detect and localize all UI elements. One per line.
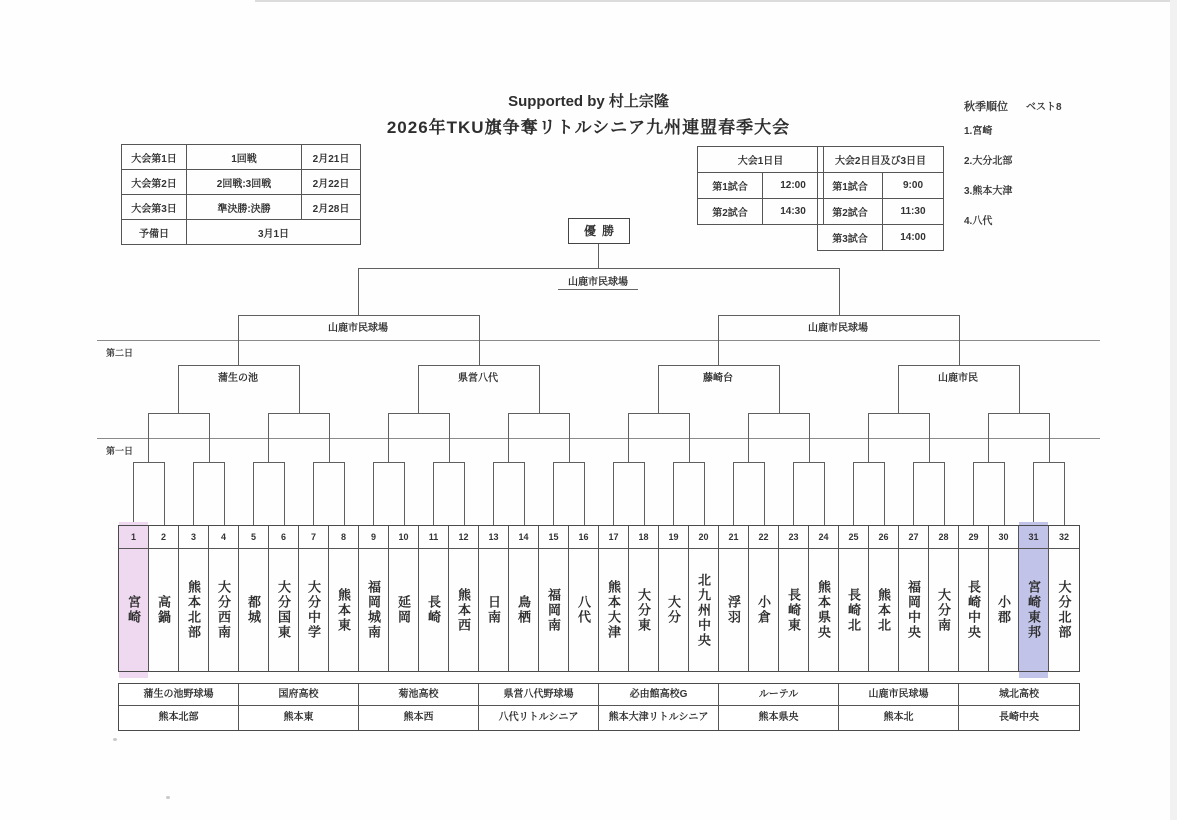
- venue-ground-cell: 国府高校: [239, 684, 359, 706]
- schedule-date-cell: 2月21日: [302, 145, 361, 170]
- venue-ground-cell: 蒲生の池野球場: [119, 684, 239, 706]
- team-column: [569, 526, 599, 671]
- team-column: [479, 526, 509, 671]
- round1-connector: [613, 462, 645, 526]
- team-number: 4: [209, 526, 238, 549]
- round2-connector: [508, 413, 570, 463]
- team-number: 14: [509, 526, 538, 549]
- team-name: 高鍋: [156, 595, 171, 625]
- team-number: 7: [299, 526, 328, 549]
- team-number: 24: [809, 526, 838, 549]
- game-label-cell: 第3試合: [818, 225, 883, 251]
- team-column: [179, 526, 209, 671]
- venue-host-cell: 八代リトルシニア: [479, 706, 599, 730]
- team-column: [449, 526, 479, 671]
- team-column: [899, 526, 929, 671]
- round1-connector: [973, 462, 1005, 526]
- venue-ground-cell: 山鹿市民球場: [839, 684, 959, 706]
- round1-connector: [553, 462, 585, 526]
- reserve-date-cell: 3月1日: [187, 220, 361, 245]
- round1-connector: [253, 462, 285, 526]
- game-label-cell: 第1試合: [698, 173, 763, 199]
- round1-connector: [493, 462, 525, 526]
- team-column: [1049, 526, 1079, 671]
- team-name: 延岡: [396, 595, 411, 625]
- team-column: [779, 526, 809, 671]
- team-name: 都城: [246, 595, 261, 625]
- quarterfinal-venue-label: 県営八代: [458, 373, 498, 384]
- quarterfinal-venue-label: 山鹿市民: [938, 373, 978, 384]
- team-column: [599, 526, 629, 671]
- team-column: [389, 526, 419, 671]
- game-label-cell: 第2試合: [818, 199, 883, 225]
- champion-box: 優勝: [568, 218, 630, 244]
- team-number: 3: [179, 526, 208, 549]
- venue-ground-cell: 必由館高校G: [599, 684, 719, 706]
- team-number: 11: [419, 526, 448, 549]
- team-number: 2: [149, 526, 178, 549]
- team-name: 大分国東: [276, 580, 291, 640]
- team-number: 19: [659, 526, 688, 549]
- team-name: 八代: [576, 595, 591, 625]
- team-number: 6: [269, 526, 298, 549]
- team-name: 熊本北部: [186, 580, 201, 640]
- team-column: [869, 526, 899, 671]
- team-number: 8: [329, 526, 358, 549]
- page-title: 2026年TKU旗争奪リトルシニア九州連盟春季大会: [386, 118, 791, 137]
- venue-ground-cell: 県営八代野球場: [479, 684, 599, 706]
- game-time-cell: 9:00: [883, 173, 944, 199]
- team-name: 大分南: [936, 587, 951, 633]
- team-number: 25: [839, 526, 868, 549]
- venue-ground-cell: 菊池高校: [359, 684, 479, 706]
- team-name: 大分東: [636, 587, 651, 633]
- team-number: 12: [449, 526, 478, 549]
- round1-connector: [913, 462, 945, 526]
- game-time-cell: 11:30: [883, 199, 944, 225]
- round2-connector: [388, 413, 450, 463]
- team-number: 23: [779, 526, 808, 549]
- team-name: 熊本県央: [816, 580, 831, 640]
- team-name: 小倉: [756, 595, 771, 625]
- game-time-cell: 14:30: [763, 199, 824, 225]
- team-name: 宮崎東邦: [1026, 580, 1041, 640]
- team-number: 1: [119, 526, 148, 549]
- final-venue-label: 山鹿市民球場: [568, 277, 628, 288]
- team-number: 10: [389, 526, 418, 549]
- venues-table: [118, 683, 1080, 731]
- schedule-day-cell: 大会第2日: [122, 170, 187, 195]
- team-number: 21: [719, 526, 748, 549]
- schedule-round-cell: 2回戦:3回戦: [187, 170, 302, 195]
- team-number: 17: [599, 526, 628, 549]
- team-name: 宮崎: [126, 595, 141, 625]
- team-name: 熊本西: [456, 587, 471, 633]
- team-column: [929, 526, 959, 671]
- team-name: 鳥栖: [516, 595, 531, 625]
- venue-host-cell: 熊本県央: [719, 706, 839, 730]
- venue-host-cell: 熊本北部: [119, 706, 239, 730]
- round1-connector: [193, 462, 225, 526]
- game-time-cell: 14:00: [883, 225, 944, 251]
- team-name: 大分北部: [1056, 580, 1072, 640]
- team-column: [419, 526, 449, 671]
- team-column: [299, 526, 329, 671]
- schedule-round-cell: 準決勝:決勝: [187, 195, 302, 220]
- team-number: 9: [359, 526, 388, 549]
- team-column: [509, 526, 539, 671]
- team-column: [119, 526, 149, 671]
- team-column: [959, 526, 989, 671]
- schedule-day-cell: 大会第1日: [122, 145, 187, 170]
- team-name: 北九州中央: [696, 572, 711, 648]
- team-column: [269, 526, 299, 671]
- final-venue-underline: [558, 289, 638, 290]
- standings-subheading: ベスト8: [1026, 102, 1062, 113]
- round1-connector: [853, 462, 885, 526]
- team-name: 長崎中央: [966, 580, 981, 640]
- standing-item: 1.宮崎: [964, 126, 993, 137]
- day1-label: 第一日: [106, 446, 134, 456]
- team-column: [359, 526, 389, 671]
- team-number: 20: [689, 526, 718, 549]
- venue-host-cell: 熊本大津リトルシニア: [599, 706, 719, 730]
- team-name: 長崎東: [786, 587, 801, 633]
- team-name: 福岡中央: [906, 580, 921, 640]
- round1-connector: [793, 462, 825, 526]
- team-number: 29: [959, 526, 988, 549]
- team-name: 熊本大津: [606, 580, 621, 640]
- schedule-date-cell: 2月22日: [302, 170, 361, 195]
- standing-item: 4.八代: [964, 216, 993, 227]
- team-name: 大分中学: [306, 580, 321, 640]
- venue-host-cell: 熊本東: [239, 706, 359, 730]
- quarterfinal-venue-label: 蒲生の池: [218, 373, 258, 384]
- team-column: [1019, 526, 1049, 671]
- team-column: [809, 526, 839, 671]
- champion-stem: [598, 243, 599, 268]
- standing-item: 3.熊本大津: [964, 186, 1013, 197]
- team-name: 大分西南: [216, 580, 231, 640]
- semifinal-venue-label: 山鹿市民球場: [328, 323, 388, 334]
- schedule-date-cell: 2月28日: [302, 195, 361, 220]
- round1-connector: [433, 462, 465, 526]
- schedule-day-cell: 大会第3日: [122, 195, 187, 220]
- team-column: [209, 526, 239, 671]
- team-number: 15: [539, 526, 568, 549]
- team-name: 長崎北: [846, 587, 861, 633]
- supported-by-title: Supported by 村上宗隆: [508, 93, 669, 110]
- team-name: 福岡南: [546, 587, 561, 633]
- day1-header: 大会1日目: [698, 147, 824, 173]
- team-number: 5: [239, 526, 268, 549]
- team-column: [989, 526, 1019, 671]
- game-label-cell: 第1試合: [818, 173, 883, 199]
- team-number: 18: [629, 526, 658, 549]
- team-column: [659, 526, 689, 671]
- schedule-round-cell: 1回戦: [187, 145, 302, 170]
- round2-connector: [268, 413, 330, 463]
- team-number: 16: [569, 526, 598, 549]
- team-column: [149, 526, 179, 671]
- venue-ground-cell: 城北高校: [959, 684, 1079, 706]
- venue-ground-cell: ルーテル: [719, 684, 839, 706]
- round1-connector: [673, 462, 705, 526]
- team-column: [539, 526, 569, 671]
- team-name: 日南: [486, 595, 501, 625]
- team-name: 熊本東: [336, 587, 351, 633]
- team-name: 熊本北: [876, 587, 891, 633]
- team-column: [749, 526, 779, 671]
- team-name: 小郡: [996, 595, 1011, 625]
- semifinal-venue-label: 山鹿市民球場: [808, 323, 868, 334]
- round2-connector: [748, 413, 810, 463]
- standings-heading-label: 秋季順位: [964, 101, 1008, 113]
- team-number: 31: [1019, 526, 1048, 549]
- venue-host-cell: 長崎中央: [999, 712, 1039, 723]
- team-number: 22: [749, 526, 778, 549]
- team-name: 長崎: [426, 595, 441, 625]
- team-number: 32: [1049, 526, 1079, 549]
- round1-connector: [373, 462, 405, 526]
- team-column: [629, 526, 659, 671]
- team-column: [329, 526, 359, 671]
- teams-table: [118, 525, 1080, 672]
- team-column: [689, 526, 719, 671]
- team-number: 28: [929, 526, 958, 549]
- venue-host-cell: 熊本北: [839, 706, 959, 730]
- team-name: 福岡城南: [366, 580, 381, 640]
- round2-connector: [988, 413, 1050, 463]
- reserve-label-cell: 予備日: [122, 220, 187, 245]
- day2-label: 第二日: [106, 348, 134, 358]
- quarterfinal-venue-label: 藤崎台: [703, 373, 733, 384]
- round1-connector: [133, 462, 165, 526]
- game-label-cell: 第2試合: [698, 199, 763, 225]
- round1-connector: [1033, 462, 1065, 526]
- team-column: [839, 526, 869, 671]
- team-column: [239, 526, 269, 671]
- round2-connector: [868, 413, 930, 463]
- round1-connector: [313, 462, 345, 526]
- team-number: 13: [479, 526, 508, 549]
- game-time-cell: 12:00: [763, 173, 824, 199]
- round2-connector: [628, 413, 690, 463]
- team-number: 27: [899, 526, 928, 549]
- day23-header: 大会2日目及び3日目: [818, 147, 944, 173]
- venue-host-cell: 熊本西: [359, 706, 479, 730]
- round1-connector: [733, 462, 765, 526]
- team-number: 26: [869, 526, 898, 549]
- team-column: [719, 526, 749, 671]
- team-name: 浮羽: [726, 595, 741, 625]
- team-name: 大分: [666, 595, 681, 625]
- standing-item: 2.大分北部: [964, 156, 1013, 167]
- round2-connector: [148, 413, 210, 463]
- team-number: 30: [989, 526, 1018, 549]
